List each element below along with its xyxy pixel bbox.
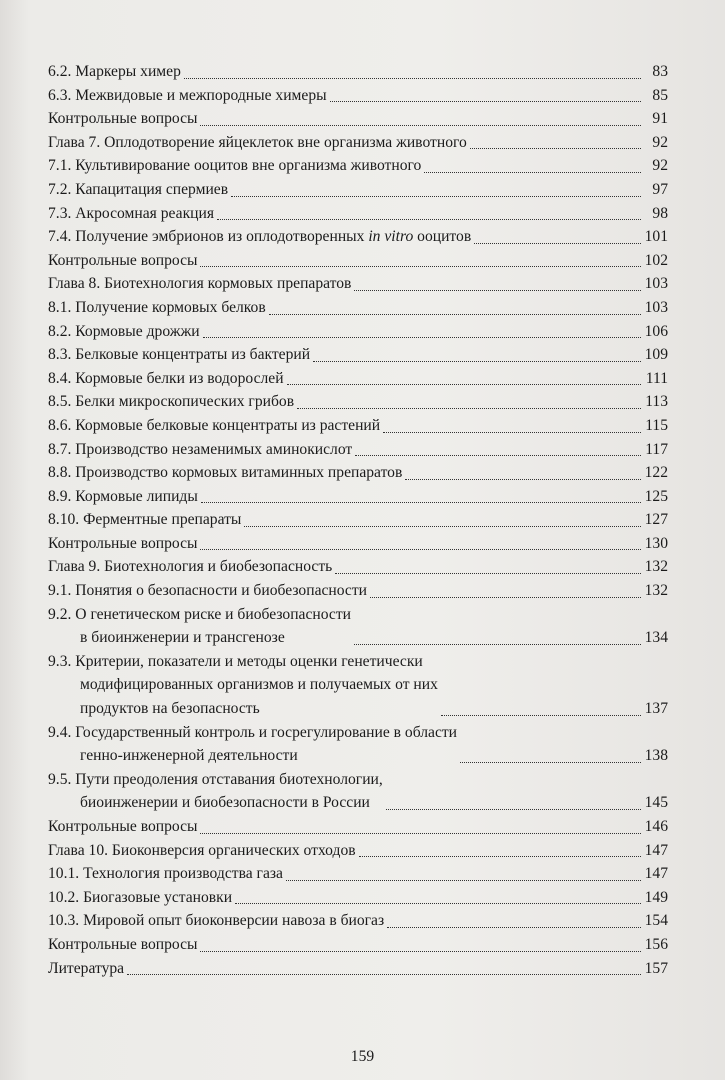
- dot-leader: [387, 927, 641, 928]
- toc-entry-page: 111: [645, 369, 668, 387]
- toc-entry-title-line: 9.1. Понятия о безопасности и биобезопасности: [48, 582, 368, 600]
- dot-leader: [359, 856, 641, 857]
- dot-leader: [184, 78, 641, 79]
- toc-entry-title-line: 8.9. Кормовые липиды: [48, 487, 198, 505]
- toc-entry-page: 146: [644, 818, 668, 835]
- toc-entry-page: 145: [644, 794, 668, 812]
- toc-entry-title: [48, 650, 438, 721]
- toc-entry: [48, 485, 668, 509]
- toc-entry-title: [48, 390, 294, 414]
- toc-entry-title-line: Контрольные вопросы: [48, 251, 198, 269]
- toc-entry-title: [48, 768, 383, 815]
- toc-entry: [48, 650, 668, 721]
- toc-entry-page: 137: [644, 700, 668, 718]
- toc-entry-title: [48, 555, 332, 579]
- toc-entry: [48, 555, 668, 579]
- toc-entry: [48, 508, 668, 532]
- toc-entry: [48, 862, 668, 886]
- dot-leader: [297, 408, 641, 409]
- toc-entry-title-line: 9.5. Пути преодоления отставания биотехнологии,: [48, 770, 383, 788]
- toc-entry-title-line: 9.4. Государственный контроль и госрегулирование в области: [48, 723, 458, 741]
- toc-entry-title-line: 9.3. Критерии, показатели и методы оценки генетически: [48, 652, 423, 670]
- toc-entry: [48, 933, 668, 957]
- dot-leader: [335, 573, 641, 574]
- toc-entry: [48, 579, 668, 603]
- toc-entry-title: [48, 84, 327, 108]
- toc-entry-title: [48, 579, 367, 603]
- toc-entry-page: 106: [644, 322, 668, 340]
- toc-entry-page: 85: [652, 86, 668, 104]
- toc-entry-title: [48, 225, 471, 249]
- toc-entry: [48, 84, 668, 108]
- toc-entry-title: [48, 815, 197, 839]
- dot-leader: [470, 148, 641, 149]
- toc-entry-page: 132: [644, 558, 668, 576]
- toc-entry: [48, 343, 668, 367]
- table-of-contents: [48, 60, 668, 980]
- dot-leader: [441, 715, 641, 716]
- toc-entry-title-line: Контрольные вопросы: [48, 534, 198, 552]
- toc-entry-title: [48, 249, 197, 273]
- toc-entry: [48, 131, 668, 155]
- dot-leader: [405, 479, 641, 480]
- dot-leader: [286, 880, 641, 881]
- toc-entry-title-line: 7.3. Акросомная реакция: [48, 204, 215, 222]
- toc-entry-title-line: 10.2. Биогазовые установки: [48, 888, 233, 906]
- toc-entry-title: [48, 107, 197, 131]
- toc-entry: [48, 390, 668, 414]
- dot-leader: [203, 337, 641, 338]
- toc-entry-title: [48, 933, 197, 957]
- toc-entry-page: 156: [644, 935, 668, 953]
- toc-entry-title-line: Глава 10. Биоконверсия органических отходов: [48, 841, 356, 859]
- dot-leader: [313, 361, 641, 362]
- toc-entry: [48, 249, 668, 273]
- toc-entry: [48, 438, 668, 462]
- dot-leader: [354, 644, 641, 645]
- toc-entry-title-line: 8.6. Кормовые белковые концентраты из растений: [48, 416, 381, 434]
- toc-entry: [48, 154, 668, 178]
- dot-leader: [201, 502, 641, 503]
- toc-entry-title: [48, 131, 467, 155]
- toc-entry-title-line: 6.3. Межвидовые и межпородные химеры: [48, 86, 327, 104]
- dot-leader: [200, 549, 641, 550]
- toc-entry: [48, 839, 668, 863]
- toc-entry-title-line: 8.4. Кормовые белки из водорослей: [48, 369, 284, 387]
- toc-entry: [48, 768, 668, 815]
- toc-entry-title-line: 8.10. Ферментные препараты: [48, 511, 242, 529]
- toc-entry-page: 97: [652, 180, 668, 198]
- toc-entry: [48, 202, 668, 226]
- toc-entry-title-line: модифицированных организмов и получаемых от них: [80, 676, 438, 694]
- toc-entry-title: [48, 414, 380, 438]
- dot-leader: [474, 243, 641, 244]
- dot-leader: [200, 951, 641, 952]
- toc-entry-title: [48, 60, 181, 84]
- toc-entry-title-line: Глава 7. Оплодотворение яйцеклеток вне организма животного: [48, 133, 467, 151]
- toc-entry-page: 113: [645, 393, 668, 411]
- toc-entry-title: [48, 957, 124, 981]
- toc-entry-title-line: биоинженерии и биобезопасности в России: [80, 794, 370, 812]
- toc-entry-title-line: генно-инженерной деятельности: [80, 747, 298, 765]
- toc-entry-page: 122: [644, 464, 668, 482]
- toc-entry: [48, 225, 668, 249]
- toc-entry-page: 83: [652, 63, 668, 80]
- dot-leader: [235, 903, 641, 904]
- dot-leader: [386, 809, 641, 810]
- toc-entry-title-line: 8.2. Кормовые дрожжи: [48, 322, 200, 340]
- toc-entry-page: 115: [645, 416, 668, 434]
- dot-leader: [354, 290, 641, 291]
- toc-entry-page: 138: [644, 747, 668, 765]
- toc-entry-title: [48, 367, 284, 391]
- toc-entry-page: 125: [644, 487, 668, 505]
- toc-entry-title: [48, 343, 310, 367]
- toc-entry-page: 103: [644, 275, 668, 293]
- toc-entry: [48, 815, 668, 839]
- toc-entry: [48, 296, 668, 320]
- toc-entry: [48, 886, 668, 910]
- toc-entry-title-line: 7.1. Культивирование ооцитов вне организма животного: [48, 157, 422, 175]
- toc-entry-title-line: 9.2. О генетическом риске и биобезопасности: [48, 605, 352, 623]
- dot-leader: [127, 974, 641, 975]
- toc-entry-page: 92: [652, 133, 668, 151]
- dot-leader: [287, 384, 641, 385]
- toc-entry-page: 147: [644, 841, 668, 859]
- toc-entry-title: [48, 532, 197, 556]
- toc-entry: [48, 60, 668, 84]
- toc-entry-title: [48, 485, 198, 509]
- dot-leader: [460, 762, 641, 763]
- toc-entry-title-line: 8.8. Производство кормовых витаминных препаратов: [48, 464, 403, 482]
- toc-entry-title: [48, 461, 402, 485]
- dot-leader: [217, 219, 641, 220]
- toc-entry-title-line: 10.3. Мировой опыт биоконверсии навоза в биогаз: [48, 912, 385, 930]
- toc-entry: [48, 107, 668, 131]
- toc-entry-page: 134: [644, 629, 668, 647]
- toc-entry-page: 147: [644, 865, 668, 883]
- toc-entry-title-line: 10.1. Технология производства газа: [48, 865, 283, 883]
- dot-leader: [244, 526, 641, 527]
- dot-leader: [269, 314, 641, 315]
- toc-entry-title: [48, 154, 421, 178]
- toc-entry-page: 157: [644, 959, 668, 977]
- toc-entry-title-line: продуктов на безопасность: [80, 700, 260, 718]
- toc-entry-title: [48, 839, 356, 863]
- toc-entry-page: 102: [644, 251, 668, 269]
- toc-entry-page: 101: [644, 228, 668, 246]
- toc-entry: [48, 603, 668, 650]
- toc-entry-title-line: 7.2. Капацитация спермиев: [48, 180, 229, 198]
- toc-entry-title: [48, 438, 352, 462]
- dot-leader: [383, 432, 641, 433]
- toc-entry-title-line: 8.5. Белки микроскопических грибов: [48, 393, 295, 411]
- dot-leader: [200, 125, 641, 126]
- toc-entry-title: [48, 909, 384, 933]
- toc-entry-page: 154: [644, 912, 668, 930]
- toc-entry: [48, 461, 668, 485]
- toc-entry-title-line: Литература: [48, 959, 125, 977]
- toc-entry: [48, 957, 668, 981]
- toc-entry: [48, 320, 668, 344]
- toc-entry: [48, 532, 668, 556]
- toc-entry-page: 127: [644, 511, 668, 529]
- toc-entry-title-line: 8.1. Получение кормовых белков: [48, 298, 266, 316]
- toc-entry-title: [48, 603, 351, 650]
- dot-leader: [355, 455, 641, 456]
- toc-entry-title: [48, 508, 241, 532]
- dot-leader: [370, 597, 641, 598]
- toc-entry-title-line: 8.7. Производство незаменимых аминокислот: [48, 440, 353, 458]
- toc-entry-page: 132: [644, 582, 668, 600]
- toc-entry-title: [48, 296, 266, 320]
- toc-entry-title: [48, 886, 232, 910]
- toc-entry: [48, 909, 668, 933]
- toc-entry: [48, 178, 668, 202]
- toc-entry-title-line: Контрольные вопросы: [48, 110, 198, 128]
- toc-entry-title: [48, 721, 457, 768]
- toc-entry: [48, 272, 668, 296]
- toc-entry-page: 103: [644, 298, 668, 316]
- toc-entry-page: 130: [644, 534, 668, 552]
- toc-entry-page: 91: [652, 110, 668, 128]
- dot-leader: [200, 266, 641, 267]
- toc-entry-title-line: Глава 9. Биотехнология и биобезопасность: [48, 558, 333, 576]
- dot-leader: [424, 172, 641, 173]
- toc-entry-title-line: Контрольные вопросы: [48, 818, 198, 835]
- toc-entry-title: [48, 862, 283, 886]
- dot-leader: [200, 833, 641, 834]
- toc-entry-title-line: в биоинженерии и трансгенозе: [80, 629, 285, 647]
- toc-entry-page: 149: [644, 888, 668, 906]
- toc-entry-page: 98: [652, 204, 668, 222]
- toc-entry-title: [48, 320, 200, 344]
- toc-entry-page: 117: [645, 440, 668, 458]
- toc-entry-page: 92: [652, 157, 668, 175]
- dot-leader: [231, 196, 641, 197]
- toc-entry-title: [48, 202, 214, 226]
- toc-entry-title-line: Контрольные вопросы: [48, 935, 198, 953]
- toc-entry-title-line: Глава 8. Биотехнология кормовых препаратов: [48, 275, 352, 293]
- toc-entry-title-line: 8.3. Белковые концентраты из бактерий: [48, 346, 311, 364]
- toc-entry: [48, 367, 668, 391]
- toc-entry: [48, 721, 668, 768]
- toc-entry-title-line: 6.2. Маркеры химер: [48, 63, 181, 80]
- dot-leader: [330, 101, 641, 102]
- toc-entry-title: [48, 178, 228, 202]
- toc-entry: [48, 414, 668, 438]
- toc-entry-title: [48, 272, 351, 296]
- toc-entry-title-line: 7.4. Получение эмбрионов из оплодотворенных in vitro ооцитов: [48, 228, 472, 246]
- toc-entry-page: 109: [644, 346, 668, 364]
- page-number: 159: [350, 1048, 375, 1065]
